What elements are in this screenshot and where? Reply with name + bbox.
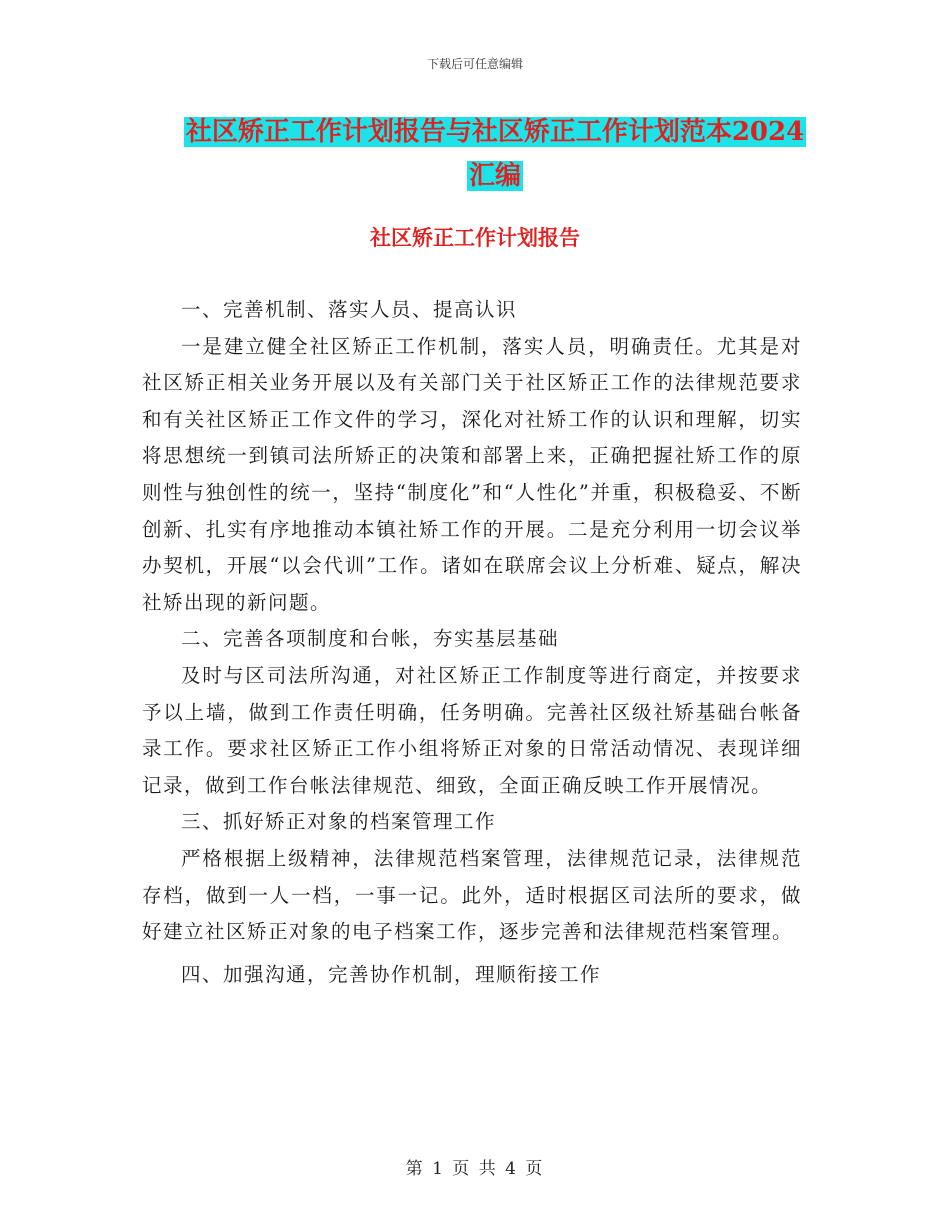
document-title <box>140 110 850 198</box>
document-title-line-2: 汇编 <box>468 161 521 191</box>
document-title-line-1: 社区矫正工作计划报告与社区矫正工作计划范本2024 <box>185 117 805 147</box>
paragraph-1: 一是建立健全社区矫正工作机制，落实人员，明确责任。尤其是对社区矫正相关业务开展以及有关部门关于社区矫正工作的法律规范要求和有关社区矫正工作文件的学习，深化对社矫工作的认识和理解，切实将思想统一到镇司法所矫正的决策和部署上来，正确把握社矫工作的原则性与独创性的统一，坚持“制度化”和“人性化”并重，积极稳妥、不断创新、扎实有序地推动本镇社矫工作的开展。二是充分利用一切会议举办契机，开展“以会代训”工作。诸如在联席会议上分析难、疑点，解决社矫出现的新问题。 <box>142 334 802 614</box>
document-body <box>142 292 802 993</box>
paragraph-2: 及时与区司法所沟通，对社区矫正工作制度等进行商定，并按要求予以上墙，做到工作责任明确，任务明确。完善社区级社矫基础台帐备录工作。要求社区矫正工作小组将矫正对象的日常活动情况、表现详细记录，做到工作台帐法律规范、细致，全面正确反映工作开展情况。 <box>142 663 802 797</box>
header-note: 下载后可任意编辑 <box>426 57 523 71</box>
heading-4: 四、加强沟通，完善协作机制，理顺衔接工作 <box>181 962 602 986</box>
section-title: 社区矫正工作计划报告 <box>370 225 580 250</box>
paragraph-3: 严格根据上级精神，法律规范档案管理，法律规范记录，法律规范存档，做到一人一档，一事一记。此外，适时根据区司法所的要求，做好建立社区矫正对象的电子档案工作，逐步完善和法律规范档案管理。 <box>142 846 802 944</box>
page-footer: 第 1 页 共 4 页 <box>405 1159 545 1179</box>
heading-3: 三、抓好矫正对象的档案管理工作 <box>181 810 497 834</box>
heading-1: 一、完善机制、落实人员、提高认识 <box>181 298 518 321</box>
heading-2: 二、完善各项制度和台帐，夯实基层基础 <box>181 627 560 651</box>
